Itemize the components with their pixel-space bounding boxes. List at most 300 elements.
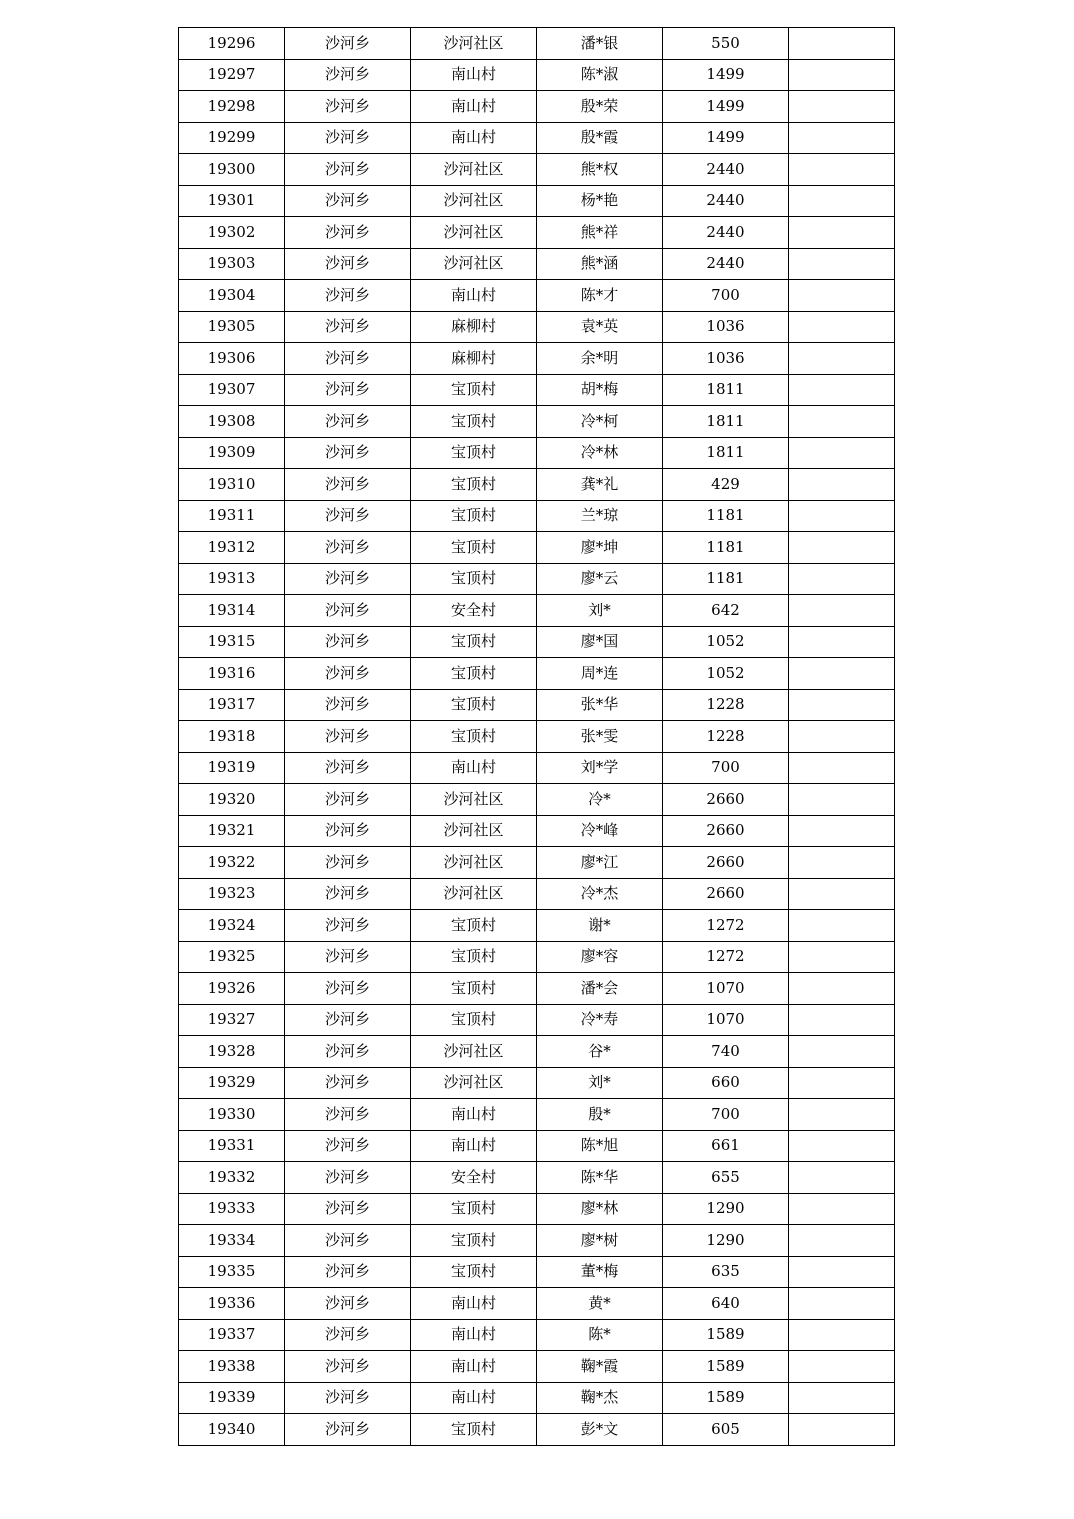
serial-number-cell: 19299 — [179, 122, 285, 154]
remark-cell — [789, 1162, 895, 1194]
village-cell: 宝顶村 — [411, 910, 537, 942]
serial-number-cell: 19339 — [179, 1382, 285, 1414]
village-cell: 宝顶村 — [411, 532, 537, 564]
remark-cell — [789, 595, 895, 627]
serial-number-cell: 19329 — [179, 1067, 285, 1099]
township-cell: 沙河乡 — [285, 532, 411, 564]
name-cell: 熊*涵 — [537, 248, 663, 280]
remark-cell — [789, 185, 895, 217]
serial-number-cell: 19337 — [179, 1319, 285, 1351]
amount-cell: 1036 — [663, 311, 789, 343]
township-cell: 沙河乡 — [285, 626, 411, 658]
amount-cell: 429 — [663, 469, 789, 501]
serial-number-cell: 19305 — [179, 311, 285, 343]
serial-number-cell: 19335 — [179, 1256, 285, 1288]
table-row — [179, 1162, 895, 1194]
name-cell: 殷*霞 — [537, 122, 663, 154]
amount-cell: 1228 — [663, 721, 789, 753]
remark-cell — [789, 752, 895, 784]
amount-cell: 661 — [663, 1130, 789, 1162]
amount-cell: 700 — [663, 280, 789, 312]
table-row — [179, 500, 895, 532]
remark-cell — [789, 658, 895, 690]
serial-number-cell: 19304 — [179, 280, 285, 312]
village-cell: 南山村 — [411, 122, 537, 154]
township-cell: 沙河乡 — [285, 406, 411, 438]
amount-cell: 1499 — [663, 122, 789, 154]
serial-number-cell: 19301 — [179, 185, 285, 217]
name-cell: 冷*寿 — [537, 1004, 663, 1036]
name-cell: 董*梅 — [537, 1256, 663, 1288]
remark-cell — [789, 1036, 895, 1068]
village-cell: 沙河社区 — [411, 784, 537, 816]
remark-cell — [789, 311, 895, 343]
serial-number-cell: 19322 — [179, 847, 285, 879]
name-cell: 杨*艳 — [537, 185, 663, 217]
table-row — [179, 374, 895, 406]
amount-cell: 605 — [663, 1414, 789, 1446]
village-cell: 沙河社区 — [411, 815, 537, 847]
serial-number-cell: 19332 — [179, 1162, 285, 1194]
name-cell: 周*连 — [537, 658, 663, 690]
remark-cell — [789, 1067, 895, 1099]
name-cell: 冷*杰 — [537, 878, 663, 910]
township-cell: 沙河乡 — [285, 1193, 411, 1225]
township-cell: 沙河乡 — [285, 469, 411, 501]
village-cell: 南山村 — [411, 1288, 537, 1320]
table-row — [179, 59, 895, 91]
remark-cell — [789, 910, 895, 942]
amount-cell: 2660 — [663, 847, 789, 879]
township-cell: 沙河乡 — [285, 1319, 411, 1351]
village-cell: 宝顶村 — [411, 689, 537, 721]
serial-number-cell: 19327 — [179, 1004, 285, 1036]
serial-number-cell: 19303 — [179, 248, 285, 280]
table-row — [179, 595, 895, 627]
serial-number-cell: 19340 — [179, 1414, 285, 1446]
name-cell: 刘* — [537, 1067, 663, 1099]
remark-cell — [789, 784, 895, 816]
township-cell: 沙河乡 — [285, 1288, 411, 1320]
remark-cell — [789, 847, 895, 879]
remark-cell — [789, 500, 895, 532]
township-cell: 沙河乡 — [285, 1067, 411, 1099]
amount-cell: 1589 — [663, 1382, 789, 1414]
name-cell: 兰*琼 — [537, 500, 663, 532]
amount-cell: 1290 — [663, 1225, 789, 1257]
table-row — [179, 1351, 895, 1383]
serial-number-cell: 19298 — [179, 91, 285, 123]
village-cell: 沙河社区 — [411, 154, 537, 186]
village-cell: 宝顶村 — [411, 500, 537, 532]
village-cell: 南山村 — [411, 1099, 537, 1131]
township-cell: 沙河乡 — [285, 122, 411, 154]
township-cell: 沙河乡 — [285, 374, 411, 406]
village-cell: 沙河社区 — [411, 248, 537, 280]
serial-number-cell: 19307 — [179, 374, 285, 406]
remark-cell — [789, 1351, 895, 1383]
table-row — [179, 815, 895, 847]
township-cell: 沙河乡 — [285, 437, 411, 469]
serial-number-cell: 19296 — [179, 28, 285, 60]
remark-cell — [789, 1130, 895, 1162]
table-row — [179, 1067, 895, 1099]
name-cell: 熊*权 — [537, 154, 663, 186]
remark-cell — [789, 941, 895, 973]
name-cell: 冷* — [537, 784, 663, 816]
table-row — [179, 1004, 895, 1036]
township-cell: 沙河乡 — [285, 1036, 411, 1068]
township-cell: 沙河乡 — [285, 910, 411, 942]
township-cell: 沙河乡 — [285, 941, 411, 973]
township-cell: 沙河乡 — [285, 1382, 411, 1414]
amount-cell: 740 — [663, 1036, 789, 1068]
amount-cell: 1070 — [663, 973, 789, 1005]
serial-number-cell: 19313 — [179, 563, 285, 595]
serial-number-cell: 19315 — [179, 626, 285, 658]
remark-cell — [789, 28, 895, 60]
table-row — [179, 406, 895, 438]
data-table — [178, 27, 895, 1446]
serial-number-cell: 19317 — [179, 689, 285, 721]
table-row — [179, 1288, 895, 1320]
remark-cell — [789, 689, 895, 721]
table-row — [179, 1256, 895, 1288]
amount-cell: 2440 — [663, 154, 789, 186]
name-cell: 廖*树 — [537, 1225, 663, 1257]
name-cell: 鞠*杰 — [537, 1382, 663, 1414]
serial-number-cell: 19308 — [179, 406, 285, 438]
serial-number-cell: 19330 — [179, 1099, 285, 1131]
remark-cell — [789, 626, 895, 658]
table-row — [179, 91, 895, 123]
serial-number-cell: 19338 — [179, 1351, 285, 1383]
serial-number-cell: 19297 — [179, 59, 285, 91]
amount-cell: 1181 — [663, 500, 789, 532]
table-row — [179, 626, 895, 658]
name-cell: 殷*荣 — [537, 91, 663, 123]
name-cell: 冷*林 — [537, 437, 663, 469]
township-cell: 沙河乡 — [285, 1225, 411, 1257]
table-row — [179, 847, 895, 879]
remark-cell — [789, 122, 895, 154]
village-cell: 沙河社区 — [411, 1036, 537, 1068]
township-cell: 沙河乡 — [285, 595, 411, 627]
remark-cell — [789, 154, 895, 186]
amount-cell: 1181 — [663, 532, 789, 564]
name-cell: 廖*江 — [537, 847, 663, 879]
village-cell: 南山村 — [411, 1319, 537, 1351]
serial-number-cell: 19325 — [179, 941, 285, 973]
amount-cell: 1499 — [663, 59, 789, 91]
serial-number-cell: 19321 — [179, 815, 285, 847]
table-row — [179, 563, 895, 595]
village-cell: 宝顶村 — [411, 626, 537, 658]
table-row — [179, 941, 895, 973]
remark-cell — [789, 437, 895, 469]
table-body — [179, 28, 895, 1446]
table-row — [179, 689, 895, 721]
document-page — [178, 27, 894, 1446]
table-row — [179, 1036, 895, 1068]
table-row — [179, 1130, 895, 1162]
table-row — [179, 280, 895, 312]
name-cell: 廖*云 — [537, 563, 663, 595]
village-cell: 沙河社区 — [411, 28, 537, 60]
name-cell: 陈* — [537, 1319, 663, 1351]
amount-cell: 660 — [663, 1067, 789, 1099]
village-cell: 南山村 — [411, 1351, 537, 1383]
village-cell: 南山村 — [411, 280, 537, 312]
remark-cell — [789, 1193, 895, 1225]
remark-cell — [789, 406, 895, 438]
amount-cell: 2440 — [663, 185, 789, 217]
remark-cell — [789, 1319, 895, 1351]
township-cell: 沙河乡 — [285, 28, 411, 60]
amount-cell: 1499 — [663, 91, 789, 123]
village-cell: 宝顶村 — [411, 563, 537, 595]
amount-cell: 1589 — [663, 1319, 789, 1351]
village-cell: 宝顶村 — [411, 374, 537, 406]
serial-number-cell: 19318 — [179, 721, 285, 753]
village-cell: 宝顶村 — [411, 1225, 537, 1257]
remark-cell — [789, 1099, 895, 1131]
amount-cell: 1272 — [663, 910, 789, 942]
township-cell: 沙河乡 — [285, 59, 411, 91]
table-row — [179, 1193, 895, 1225]
name-cell: 殷* — [537, 1099, 663, 1131]
serial-number-cell: 19320 — [179, 784, 285, 816]
village-cell: 麻柳村 — [411, 311, 537, 343]
name-cell: 廖*坤 — [537, 532, 663, 564]
serial-number-cell: 19328 — [179, 1036, 285, 1068]
township-cell: 沙河乡 — [285, 248, 411, 280]
serial-number-cell: 19312 — [179, 532, 285, 564]
serial-number-cell: 19302 — [179, 217, 285, 249]
township-cell: 沙河乡 — [285, 721, 411, 753]
table-row — [179, 658, 895, 690]
township-cell: 沙河乡 — [285, 1099, 411, 1131]
village-cell: 南山村 — [411, 1382, 537, 1414]
amount-cell: 1589 — [663, 1351, 789, 1383]
serial-number-cell: 19310 — [179, 469, 285, 501]
name-cell: 胡*梅 — [537, 374, 663, 406]
village-cell: 沙河社区 — [411, 847, 537, 879]
township-cell: 沙河乡 — [285, 878, 411, 910]
remark-cell — [789, 1414, 895, 1446]
remark-cell — [789, 1288, 895, 1320]
table-row — [179, 28, 895, 60]
name-cell: 袁*英 — [537, 311, 663, 343]
table-row — [179, 343, 895, 375]
remark-cell — [789, 1004, 895, 1036]
name-cell: 彭*文 — [537, 1414, 663, 1446]
table-row — [179, 248, 895, 280]
amount-cell: 2440 — [663, 217, 789, 249]
name-cell: 刘*学 — [537, 752, 663, 784]
township-cell: 沙河乡 — [285, 563, 411, 595]
name-cell: 廖*容 — [537, 941, 663, 973]
table-row — [179, 437, 895, 469]
amount-cell: 1036 — [663, 343, 789, 375]
township-cell: 沙河乡 — [285, 1130, 411, 1162]
table-row — [179, 185, 895, 217]
amount-cell: 550 — [663, 28, 789, 60]
remark-cell — [789, 1225, 895, 1257]
serial-number-cell: 19324 — [179, 910, 285, 942]
table-row — [179, 1099, 895, 1131]
table-row — [179, 311, 895, 343]
table-row — [179, 878, 895, 910]
township-cell: 沙河乡 — [285, 784, 411, 816]
amount-cell: 1811 — [663, 437, 789, 469]
village-cell: 沙河社区 — [411, 217, 537, 249]
remark-cell — [789, 59, 895, 91]
remark-cell — [789, 1382, 895, 1414]
table-row — [179, 1382, 895, 1414]
remark-cell — [789, 721, 895, 753]
remark-cell — [789, 1256, 895, 1288]
amount-cell: 642 — [663, 595, 789, 627]
village-cell: 沙河社区 — [411, 185, 537, 217]
serial-number-cell: 19323 — [179, 878, 285, 910]
amount-cell: 700 — [663, 1099, 789, 1131]
village-cell: 麻柳村 — [411, 343, 537, 375]
township-cell: 沙河乡 — [285, 1414, 411, 1446]
name-cell: 龚*礼 — [537, 469, 663, 501]
remark-cell — [789, 878, 895, 910]
table-row — [179, 217, 895, 249]
village-cell: 宝顶村 — [411, 1193, 537, 1225]
remark-cell — [789, 343, 895, 375]
remark-cell — [789, 563, 895, 595]
village-cell: 南山村 — [411, 91, 537, 123]
serial-number-cell: 19300 — [179, 154, 285, 186]
township-cell: 沙河乡 — [285, 815, 411, 847]
village-cell: 南山村 — [411, 1130, 537, 1162]
amount-cell: 2660 — [663, 784, 789, 816]
township-cell: 沙河乡 — [285, 689, 411, 721]
village-cell: 宝顶村 — [411, 1004, 537, 1036]
amount-cell: 1181 — [663, 563, 789, 595]
name-cell: 廖*国 — [537, 626, 663, 658]
serial-number-cell: 19316 — [179, 658, 285, 690]
table-row — [179, 122, 895, 154]
amount-cell: 1811 — [663, 406, 789, 438]
table-row — [179, 532, 895, 564]
township-cell: 沙河乡 — [285, 973, 411, 1005]
township-cell: 沙河乡 — [285, 1162, 411, 1194]
village-cell: 南山村 — [411, 752, 537, 784]
amount-cell: 655 — [663, 1162, 789, 1194]
township-cell: 沙河乡 — [285, 280, 411, 312]
name-cell: 张*华 — [537, 689, 663, 721]
name-cell: 陈*淑 — [537, 59, 663, 91]
village-cell: 宝顶村 — [411, 1414, 537, 1446]
name-cell: 冷*柯 — [537, 406, 663, 438]
name-cell: 廖*林 — [537, 1193, 663, 1225]
table-row — [179, 1225, 895, 1257]
serial-number-cell: 19326 — [179, 973, 285, 1005]
township-cell: 沙河乡 — [285, 1256, 411, 1288]
name-cell: 鞠*霞 — [537, 1351, 663, 1383]
serial-number-cell: 19336 — [179, 1288, 285, 1320]
amount-cell: 640 — [663, 1288, 789, 1320]
serial-number-cell: 19333 — [179, 1193, 285, 1225]
township-cell: 沙河乡 — [285, 343, 411, 375]
amount-cell: 1070 — [663, 1004, 789, 1036]
name-cell: 冷*峰 — [537, 815, 663, 847]
table-row — [179, 784, 895, 816]
amount-cell: 1272 — [663, 941, 789, 973]
amount-cell: 635 — [663, 1256, 789, 1288]
township-cell: 沙河乡 — [285, 1351, 411, 1383]
remark-cell — [789, 217, 895, 249]
table-row — [179, 469, 895, 501]
table-row — [179, 973, 895, 1005]
township-cell: 沙河乡 — [285, 752, 411, 784]
township-cell: 沙河乡 — [285, 847, 411, 879]
serial-number-cell: 19306 — [179, 343, 285, 375]
remark-cell — [789, 374, 895, 406]
village-cell: 沙河社区 — [411, 1067, 537, 1099]
amount-cell: 1052 — [663, 626, 789, 658]
name-cell: 陈*华 — [537, 1162, 663, 1194]
name-cell: 潘*银 — [537, 28, 663, 60]
village-cell: 宝顶村 — [411, 941, 537, 973]
amount-cell: 1228 — [663, 689, 789, 721]
village-cell: 南山村 — [411, 59, 537, 91]
amount-cell: 1052 — [663, 658, 789, 690]
serial-number-cell: 19309 — [179, 437, 285, 469]
table-row — [179, 1414, 895, 1446]
name-cell: 黄* — [537, 1288, 663, 1320]
remark-cell — [789, 815, 895, 847]
amount-cell: 2660 — [663, 815, 789, 847]
name-cell: 熊*祥 — [537, 217, 663, 249]
table-row — [179, 154, 895, 186]
village-cell: 宝顶村 — [411, 1256, 537, 1288]
village-cell: 宝顶村 — [411, 973, 537, 1005]
name-cell: 谢* — [537, 910, 663, 942]
remark-cell — [789, 469, 895, 501]
name-cell: 潘*会 — [537, 973, 663, 1005]
remark-cell — [789, 532, 895, 564]
amount-cell: 2660 — [663, 878, 789, 910]
name-cell: 余*明 — [537, 343, 663, 375]
name-cell: 陈*才 — [537, 280, 663, 312]
name-cell: 陈*旭 — [537, 1130, 663, 1162]
village-cell: 沙河社区 — [411, 878, 537, 910]
village-cell: 宝顶村 — [411, 658, 537, 690]
township-cell: 沙河乡 — [285, 1004, 411, 1036]
serial-number-cell: 19331 — [179, 1130, 285, 1162]
village-cell: 安全村 — [411, 595, 537, 627]
village-cell: 宝顶村 — [411, 406, 537, 438]
township-cell: 沙河乡 — [285, 185, 411, 217]
serial-number-cell: 19314 — [179, 595, 285, 627]
amount-cell: 1290 — [663, 1193, 789, 1225]
name-cell: 刘* — [537, 595, 663, 627]
name-cell: 谷* — [537, 1036, 663, 1068]
amount-cell: 700 — [663, 752, 789, 784]
township-cell: 沙河乡 — [285, 91, 411, 123]
table-row — [179, 1319, 895, 1351]
township-cell: 沙河乡 — [285, 658, 411, 690]
amount-cell: 2440 — [663, 248, 789, 280]
name-cell: 张*雯 — [537, 721, 663, 753]
township-cell: 沙河乡 — [285, 500, 411, 532]
